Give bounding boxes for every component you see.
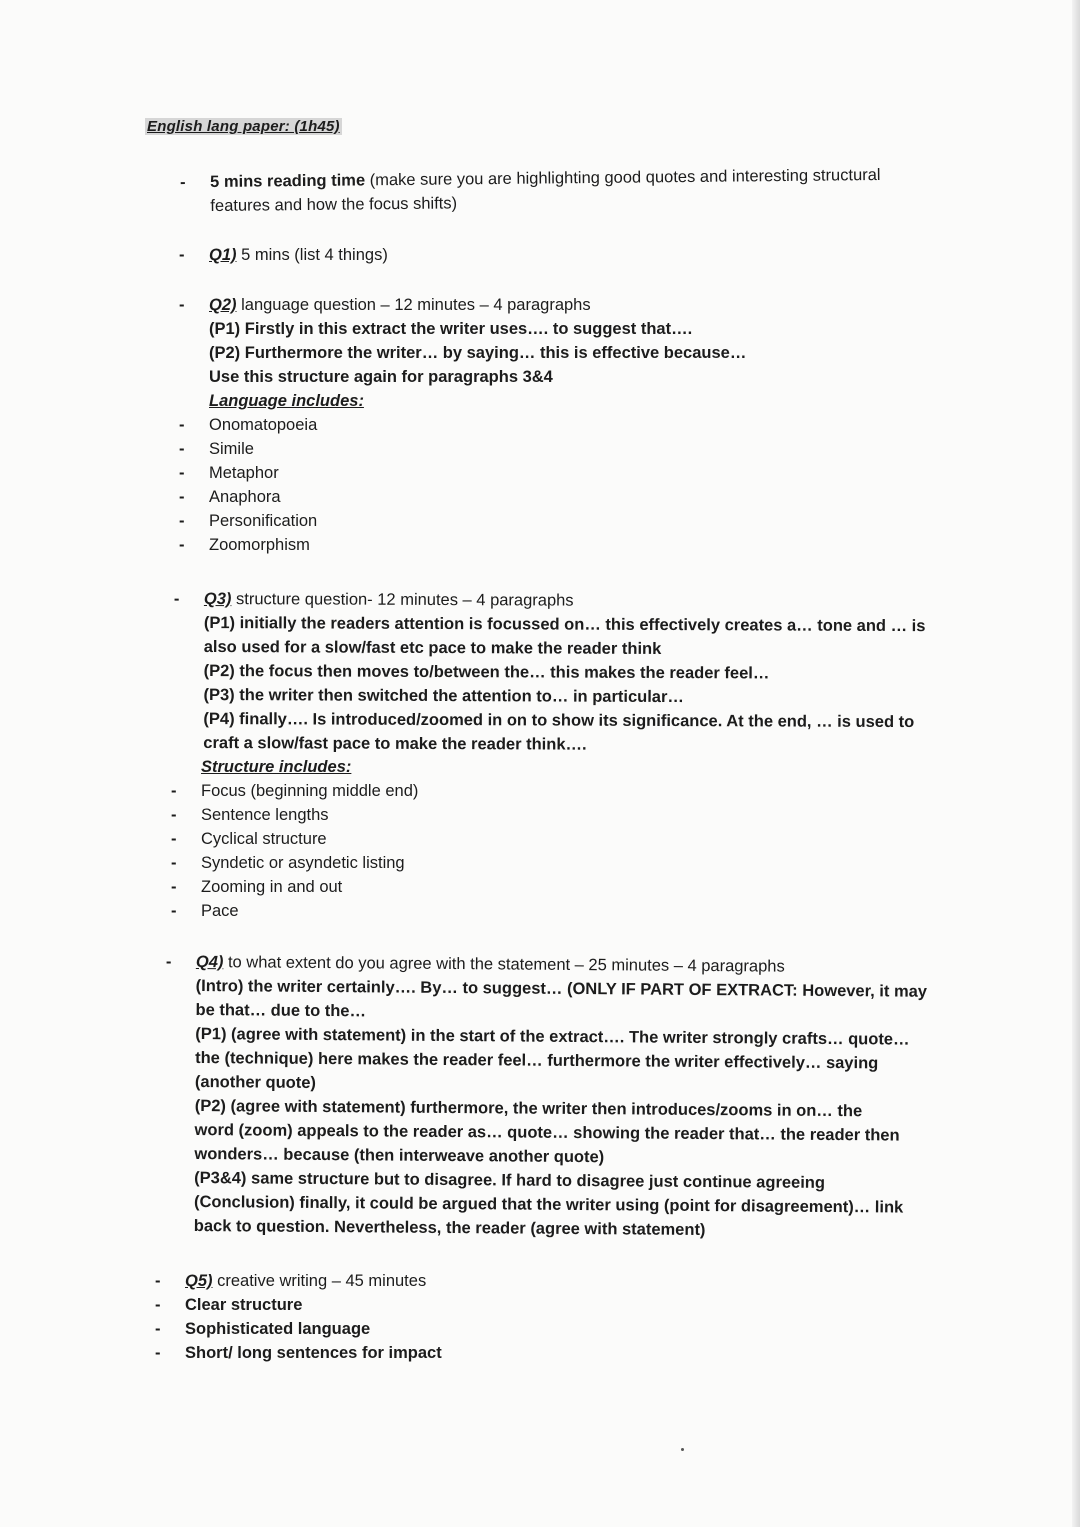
structure-item: - Focus (beginning middle end) <box>201 779 418 803</box>
q2-p1: (P1) Firstly in this extract the writer uses…. to suggest that…. <box>209 320 693 338</box>
reading-time-text: (make sure you are highlighting good quotes and interesting structural <box>364 165 881 190</box>
q4-line: (Conclusion) finally, it could be argued that the writer using (point for disagreement)… link <box>193 1192 904 1217</box>
structure-item: - Syndetic or asyndetic listing <box>201 851 418 875</box>
q2-p2: (P2) Furthermore the writer… by saying… this is effective because… <box>209 344 747 362</box>
q4-text: to what extent do you agree with the statement – 25 minutes – 4 paragraphs <box>223 953 785 976</box>
q4-line: the (technique) here makes the reader feel… furthermore the writer effectively… saying <box>195 1048 879 1073</box>
language-item: - Metaphor <box>209 461 746 485</box>
structure-item: - Zooming in and out <box>201 875 418 899</box>
q1-label: Q1) <box>209 246 237 264</box>
q5-text: creative writing – 45 minutes <box>212 1272 427 1290</box>
q4-line: (P2) (agree with statement) furthermore, the writer then introduces/zooms in on… the <box>194 1096 863 1121</box>
reading-time-bold: 5 mins reading time <box>210 171 366 191</box>
q5-item: - Sophisticated language <box>185 1317 442 1341</box>
q4-line: (Intro) the writer certainly…. By… to suggest… (ONLY IF PART OF EXTRACT: However, it may <box>195 976 928 1001</box>
q5-label: Q5) <box>185 1272 213 1290</box>
q5-item: - Clear structure <box>185 1293 442 1317</box>
q2-section <box>209 293 746 557</box>
language-item: - Anaphora <box>209 485 746 509</box>
q3-label: Q3) <box>203 590 232 609</box>
q1-section <box>209 243 388 267</box>
q1-text: 5 mins (list 4 things) <box>236 246 388 264</box>
q3-line: also used for a slow/fast etc pace to make the reader think <box>203 637 662 658</box>
q2-label: Q2) <box>209 296 237 314</box>
q4-section <box>194 950 928 1244</box>
reading-time-line2: features and how the focus shifts) <box>210 194 458 215</box>
q3-line: (P3) the writer then switched the attention to… in particular… <box>203 685 684 707</box>
q4-line: word (zoom) appeals to the reader as… quote… showing the reader that… the reader then <box>194 1120 900 1145</box>
q2-p3: Use this structure again for paragraphs 3&4 <box>209 368 553 386</box>
q3-line: (P2) the focus then moves to/between the… this makes the reader feel… <box>203 661 770 683</box>
language-item: - Personification <box>209 509 746 533</box>
q3-line: (P4) finally…. Is introduced/zoomed in on to show its significance. At the end, … is used to <box>203 709 915 732</box>
structure-includes-heading: Structure includes: <box>201 758 352 776</box>
structure-item: - Sentence lengths <box>201 803 418 827</box>
q2-text: language question – 12 minutes – 4 paragraphs <box>236 296 591 314</box>
q3-text: structure question- 12 minutes – 4 paragraphs <box>231 590 574 610</box>
language-includes-heading: Language includes: <box>209 392 364 410</box>
language-item: - Simile <box>209 437 746 461</box>
q4-label: Q4) <box>195 952 224 972</box>
structure-item: - Pace <box>201 899 418 923</box>
q4-line: back to question. Nevertheless, the reader (agree with statement) <box>193 1216 706 1240</box>
q4-line: (P3&4) same structure but to disagree. If hard to disagree just continue agreeing <box>194 1168 826 1192</box>
structure-includes-section <box>201 755 418 923</box>
reading-time-section <box>210 163 881 218</box>
q4-line: wonders… because (then interweave another quote) <box>194 1144 605 1167</box>
language-item: - Onomatopoeia <box>209 413 746 437</box>
q4-line: (P1) (agree with statement) in the start of the extract…. The writer strongly crafts… quote… <box>195 1024 910 1049</box>
q4-line: (another quote) <box>194 1072 317 1092</box>
q3-line: craft a slow/fast pace to make the reader think…. <box>203 733 587 754</box>
structure-item: - Cyclical structure <box>201 827 418 851</box>
q4-line: be that… due to the… <box>195 1000 367 1021</box>
page-title: English lang paper: (1h45) <box>147 118 340 135</box>
q3-line: (P1) initially the readers attention is focussed on… this effectively creates a… tone and … is <box>203 613 926 636</box>
q5-item: - Short/ long sentences for impact <box>185 1341 442 1365</box>
scan-speck <box>681 1448 684 1451</box>
q5-section <box>185 1269 442 1365</box>
q3-section <box>203 587 925 758</box>
language-item: - Zoomorphism <box>209 533 746 557</box>
